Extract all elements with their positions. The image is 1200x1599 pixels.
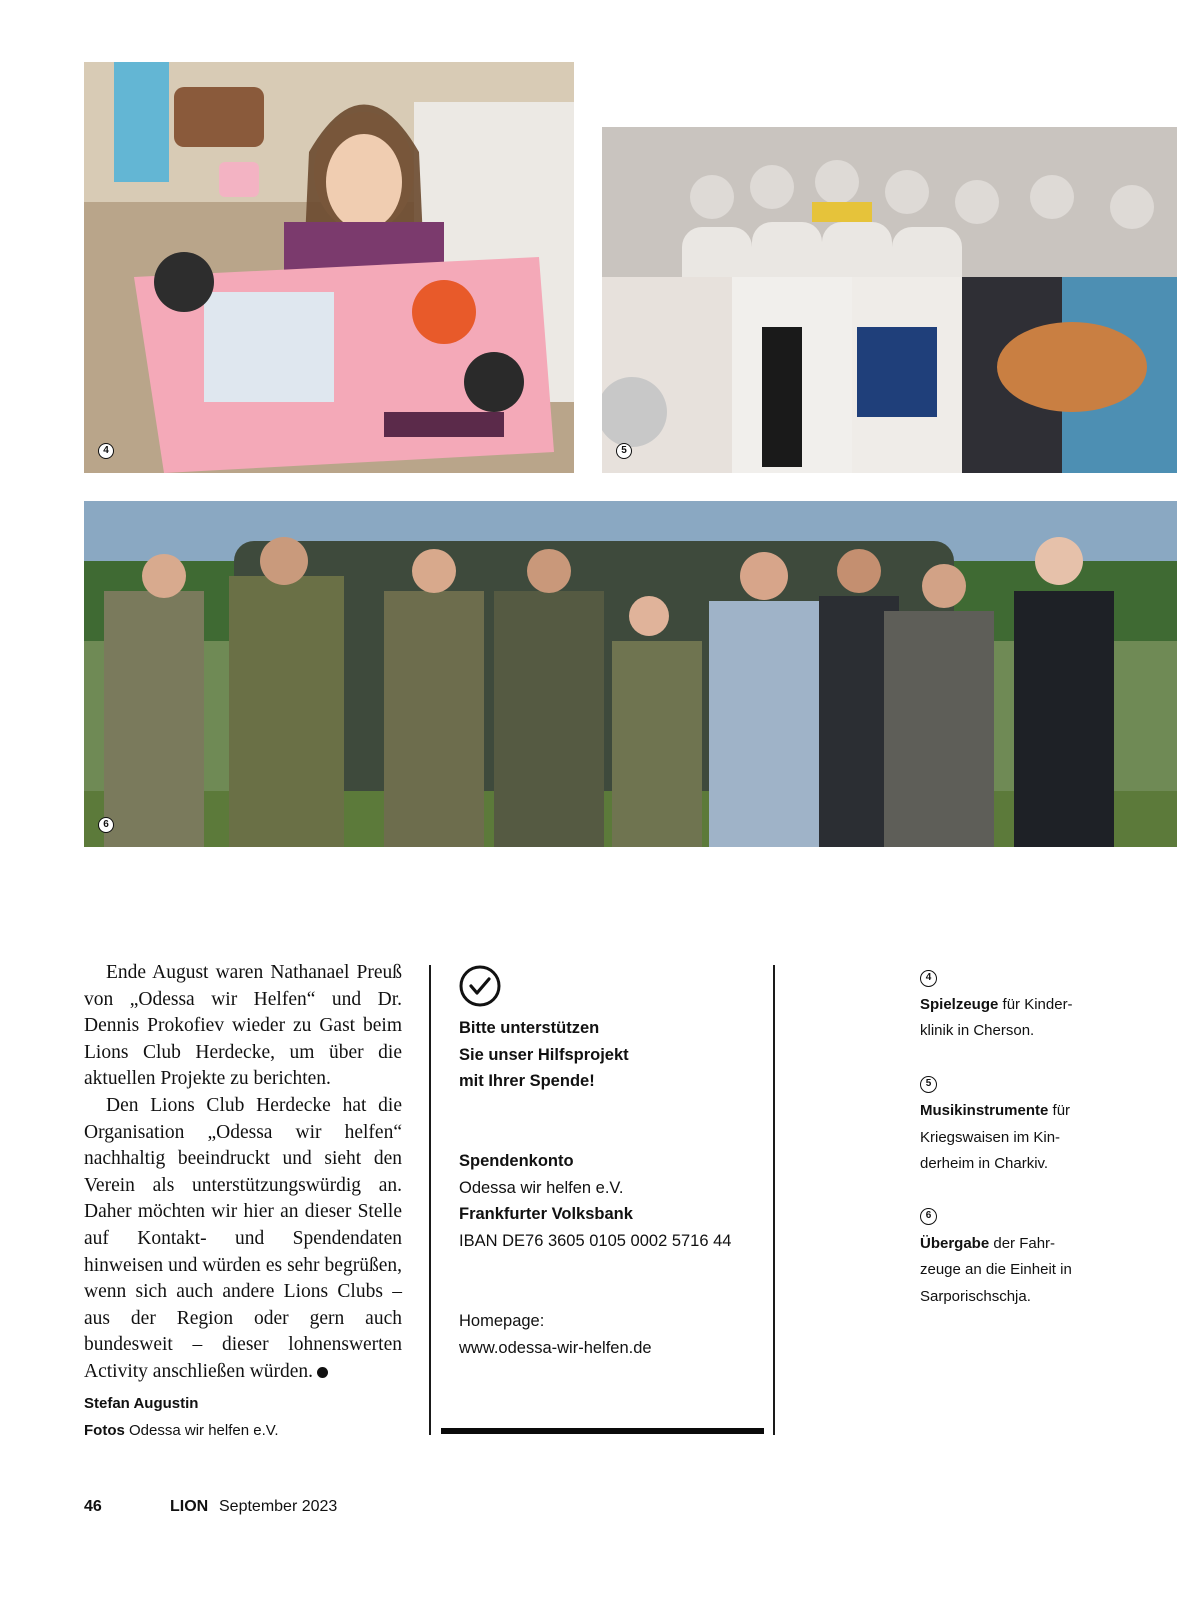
caption-text: zeuge an die Einheit in — [920, 1261, 1072, 1279]
caption-4 — [920, 965, 1120, 1045]
photo-vehicle-handover — [84, 501, 1177, 847]
page-number: 46 — [84, 1498, 102, 1515]
caption-text: der Fahr- — [989, 1234, 1056, 1252]
caption-bold: Musikinstrumente — [920, 1101, 1049, 1119]
caption-bold: Übergabe — [920, 1234, 990, 1252]
iban: IBAN DE76 3605 0105 0002 5716 44 — [459, 1232, 732, 1251]
photo-6-image — [84, 501, 1177, 847]
photo-credit — [84, 1417, 279, 1444]
photo-5-image — [602, 127, 1177, 473]
article-paragraph: Ende August waren Nathanael Preuß von „Odessa wir Helfen“ und Dr. Dennis Prokofiev wieder zu Gast beim Lions Club Herdecke, um über die aktuellen Projekte zu berichten. — [84, 962, 402, 1090]
donate-appeal-line: mit Ihrer Spende! — [459, 1072, 595, 1091]
photo-number-badge: 4 — [98, 443, 114, 459]
photo-number-badge: 5 — [616, 443, 632, 459]
donate-box — [459, 1015, 769, 1095]
end-mark-icon — [317, 1367, 328, 1378]
account-label: Spendenkonto — [459, 1152, 574, 1170]
donate-box-bottom-bar — [441, 1428, 764, 1434]
photo-credit-label: Fotos — [84, 1422, 125, 1439]
homepage-link[interactable]: www.odessa-wir-helfen.de — [459, 1338, 652, 1357]
bank-details — [459, 1148, 769, 1255]
caption-number-badge: 5 — [920, 1076, 937, 1093]
caption-number-badge: 6 — [920, 1208, 937, 1225]
caption-bold: Spielzeuge — [920, 995, 999, 1013]
caption-text: für Kinder- — [998, 995, 1073, 1013]
donate-appeal-line: Bitte unterstützen — [459, 1019, 600, 1037]
photo-credit-value: Odessa wir helfen e.V. — [129, 1422, 279, 1439]
caption-5 — [920, 1071, 1120, 1178]
account-name: Odessa wir helfen e.V. — [459, 1178, 624, 1197]
photo-girl-with-toy — [84, 62, 574, 473]
bank-name: Frankfurter Volksbank — [459, 1205, 633, 1224]
caption-text: Sarporischschja. — [920, 1288, 1031, 1306]
photo-number-badge: 6 — [98, 817, 114, 833]
caption-text: klinik in Cherson. — [920, 1022, 1035, 1040]
article-body — [84, 960, 402, 1386]
caption-text: Kriegswaisen im Kin- — [920, 1128, 1061, 1146]
homepage-label: Homepage: — [459, 1312, 545, 1330]
donate-box-right-rule — [773, 965, 775, 1435]
magazine-name: LION — [170, 1498, 209, 1515]
homepage — [459, 1308, 769, 1361]
photo-4-image — [84, 62, 574, 473]
photo-captions — [920, 965, 1120, 1337]
photo-children-instruments — [602, 127, 1177, 473]
article-paragraph-text: Den Lions Club Herdecke hat die Organisation „Odessa wir helfen“ nachhaltig beeindruckt und sieht den Verein als unterstützungswürdig an. Daher möchten wir hier an dieser Stelle auf Kontakt- und Spendendaten hinweisen und würden es sehr begrüßen, wenn sich auch andere Lions Clubs – aus der Region oder gern auch bundesweit – dieser lohnenswerten Activity anschließen würden. — [84, 1094, 402, 1382]
article-paragraph — [84, 1093, 402, 1386]
credits — [84, 1390, 279, 1444]
caption-6 — [920, 1204, 1120, 1311]
donate-box-left-rule — [429, 965, 431, 1435]
issue-date: September 2023 — [219, 1498, 338, 1515]
donate-appeal-line: Sie unser Hilfsprojekt — [459, 1045, 629, 1064]
caption-number-badge: 4 — [920, 970, 937, 987]
author-name: Stefan Augustin — [84, 1395, 199, 1412]
caption-text: für — [1048, 1101, 1071, 1119]
caption-text: derheim in Charkiv. — [920, 1155, 1049, 1173]
checkmark-circle-icon — [459, 965, 501, 1007]
